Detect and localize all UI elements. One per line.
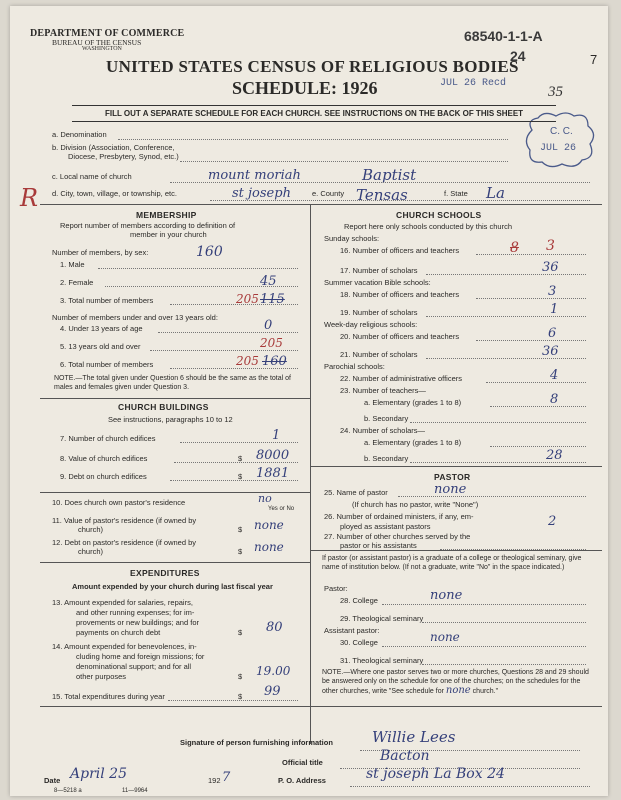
q4-label: 4. Under 13 years of age	[60, 324, 143, 333]
q12-label: 12. Debt on pastor's residence (if owned by	[52, 538, 197, 547]
q9-label: 9. Debt on church edifices	[60, 472, 147, 481]
q5-value: 205	[260, 336, 283, 350]
document-title: UNITED STATES CENSUS OF RELIGIOUS BODIES	[106, 57, 519, 76]
q14-label-2: cluding home and foreign missions; for	[76, 652, 205, 661]
handwritten-number: 35	[548, 84, 563, 100]
q14-label-4: other purposes	[76, 672, 127, 681]
pastor-note-fill: none	[445, 685, 471, 696]
q24-label: 24. Number of scholars—	[340, 426, 426, 435]
q30-label: 30. College	[340, 638, 378, 647]
year-suffix: 7	[222, 770, 231, 785]
q22-value: 4	[550, 368, 559, 383]
census-schedule-page	[10, 6, 608, 796]
q13-label: 13. Amount expended for salaries, repairs,	[52, 598, 193, 607]
q13-dollar: $	[238, 628, 243, 637]
q11-dollar: $	[238, 525, 243, 534]
q3-value: 205	[236, 292, 259, 306]
age-heading: Number of members under and over 13 years old:	[52, 313, 218, 322]
division-label-2: Diocese, Presbytery, Synod, etc.)	[68, 152, 179, 161]
q27-label: 27. Number of other churches served by the	[324, 532, 471, 541]
q28-value: none	[430, 588, 463, 603]
q14-label-3: denominational support; and for all	[76, 662, 192, 671]
q13-value: 80	[266, 620, 283, 635]
q25-label: 25. Name of pastor	[324, 488, 388, 497]
members-by-sex-value: 160	[196, 244, 223, 260]
graduate-note: If pastor (or assistant pastor) is a graduate of a college or theological seminary, give name of institution below. (If not a graduate, write "No" in the space indicated.)	[322, 555, 582, 571]
q2-label: 2. Female	[60, 278, 94, 287]
q26-label-2: ployed as assistant pastors	[340, 522, 431, 531]
q25-value: none	[434, 482, 467, 497]
serial-subnumber: 24	[510, 48, 526, 64]
expenditures-title: EXPENDITURES	[130, 568, 200, 578]
department-name: DEPARTMENT OF COMMERCE	[30, 28, 185, 39]
summer-schools-label: Summer vacation Bible schools:	[324, 278, 431, 287]
q12-dollar: $	[238, 547, 243, 556]
state-value: La	[486, 184, 505, 202]
q21-label: 21. Number of scholars	[340, 350, 418, 359]
q3-struck-value: 115	[260, 292, 285, 307]
weekday-schools-label: Week-day religious schools:	[324, 320, 418, 329]
po-address-value: st joseph La Box 24	[366, 766, 505, 782]
q18-value: 3	[548, 284, 557, 299]
q23b-label: b. Secondary	[364, 414, 409, 423]
q6-struck-value: 160	[262, 354, 287, 369]
expenditures-subtitle: Amount expended by your church during last fiscal year	[72, 582, 273, 591]
q10-hint: Yes or No	[268, 506, 295, 512]
q6-value: 205	[236, 354, 259, 368]
membership-note: NOTE.—The total given under Question 6 should be the same as the total of males and females given under Question 3.	[54, 375, 291, 391]
signature-value: Willie Lees	[372, 728, 456, 746]
q8-value: 8000	[256, 448, 290, 463]
q14-label: 14. Amount expended for benevolences, in-	[52, 642, 197, 651]
q15-dollar: $	[238, 692, 243, 701]
division-label: b. Division (Association, Conference,	[52, 143, 175, 152]
q17-label: 17. Number of scholars	[340, 266, 418, 275]
denomination-value: Baptist	[362, 166, 417, 184]
pastor-note-text: NOTE.—Where one pastor serves two or more churches, Questions 28 and 29 should be answered only on the schedule for one of the churches; on the schedules for the other churches, write "See schedule for	[322, 669, 589, 695]
schools-subtitle: Report here only schools conducted by this church	[344, 222, 513, 231]
stamp-line-2: JUL 26	[540, 143, 577, 154]
q23-label: 23. Number of teachers—	[340, 386, 426, 395]
q15-label: 15. Total expenditures during year	[52, 692, 165, 701]
q24a-label: a. Elementary (grades 1 to 8)	[364, 438, 462, 447]
signature-label: Signature of person furnishing information	[180, 738, 333, 747]
q8-dollar: $	[238, 454, 243, 463]
q3-label: 3. Total number of members	[60, 296, 154, 305]
pastor-label: Pastor:	[324, 584, 348, 593]
pastor-title: PASTOR	[434, 472, 471, 482]
county-value: Tensas	[356, 186, 408, 204]
q12-value: none	[254, 540, 284, 554]
serial-number: 68540-1-1-A	[464, 28, 543, 44]
q13-label-4: payments on church debt	[76, 628, 161, 637]
church-name-label: c. Local name of church	[52, 172, 132, 181]
q15-value: 99	[264, 684, 281, 699]
pastor-note-end: church."	[472, 688, 499, 695]
official-title-value: Bacton	[380, 748, 430, 764]
q24b-label: b. Secondary	[364, 454, 409, 463]
form-code-2: 11—9964	[122, 788, 148, 794]
assistant-pastor-label: Assistant pastor:	[324, 626, 380, 635]
q28-label: 28. College	[340, 596, 378, 605]
q1-label: 1. Male	[60, 260, 85, 269]
q18-label: 18. Number of officers and teachers	[340, 290, 460, 299]
county-label: e. County	[312, 189, 345, 198]
q22-label: 22. Number of administrative officers	[340, 374, 462, 383]
received-stamp: JUL 26 Recd	[440, 78, 507, 89]
state-label: f. State	[444, 189, 468, 198]
serial-subnumber-2: 7	[590, 52, 598, 67]
q16-value: 3	[546, 238, 555, 254]
q5-label: 5. 13 years old and over	[60, 342, 141, 351]
q20-value: 6	[548, 326, 557, 341]
city-name: WASHINGTON	[82, 46, 122, 52]
q20-label: 20. Number of officers and teachers	[340, 332, 460, 341]
bureau-name: BUREAU OF THE CENSUS	[52, 38, 142, 47]
q16-struck-value: 8	[510, 240, 519, 256]
q31-label: 31. Theological seminary	[340, 656, 424, 665]
q26-label: 26. Number of ordained ministers, if any, em-	[324, 512, 474, 521]
q13-label-3: provements or new buildings; and for	[76, 618, 199, 627]
stamp-line-1: C. C.	[550, 126, 573, 137]
membership-subtitle-2: member in your church	[130, 230, 207, 239]
q4-value: 0	[264, 318, 273, 333]
q23a-value: 8	[550, 392, 559, 407]
q26-value: 2	[548, 514, 557, 529]
q27-label-2: pastor or his assistants	[340, 541, 417, 550]
pastor-note	[322, 668, 594, 696]
q7-value: 1	[272, 428, 281, 443]
q23a-label: a. Elementary (grades 1 to 8)	[364, 398, 462, 407]
sunday-schools-label: Sunday schools:	[324, 234, 380, 243]
po-address-label: P. O. Address	[278, 776, 326, 785]
q8-label: 8. Value of church edifices	[60, 454, 148, 463]
q9-value: 1881	[256, 466, 290, 481]
q14-dollar: $	[238, 672, 243, 681]
schedule-title: SCHEDULE: 1926	[232, 78, 378, 98]
q19-value: 1	[550, 302, 559, 317]
q11-value: none	[254, 518, 284, 532]
q10-value: no	[258, 492, 272, 505]
church-name-value: mount moriah	[208, 168, 301, 183]
q7-label: 7. Number of church edifices	[60, 434, 156, 443]
q11-label-2: church)	[78, 525, 104, 534]
members-by-sex-label: Number of members, by sex:	[52, 248, 149, 257]
margin-mark: R	[20, 184, 39, 212]
q6-label: 6. Total number of members	[60, 360, 154, 369]
q21-value: 36	[542, 344, 559, 359]
membership-title: MEMBERSHIP	[136, 210, 197, 220]
parochial-schools-label: Parochial schools:	[324, 362, 385, 371]
q16-label: 16. Number of officers and teachers	[340, 246, 460, 255]
q9-dollar: $	[238, 472, 243, 481]
city-label: d. City, town, village, or township, etc.	[52, 189, 177, 198]
q12-label-2: church)	[78, 547, 104, 556]
q11-label: 11. Value of pastor's residence (if owned by	[52, 516, 197, 525]
denomination-label: a. Denomination	[52, 130, 107, 139]
date-value: April 25	[70, 766, 127, 782]
q30-value: none	[430, 630, 460, 644]
q29-label: 29. Theological seminary	[340, 614, 424, 623]
q10-label: 10. Does church own pastor's residence	[52, 498, 186, 507]
year-prefix: 192	[208, 776, 221, 785]
buildings-subtitle: See instructions, paragraphs 10 to 12	[108, 415, 233, 424]
q19-label: 19. Number of scholars	[340, 308, 418, 317]
form-code: 8—5218 a	[54, 788, 82, 794]
q25-hint: (If church has no pastor, write "None")	[352, 500, 479, 509]
q2-value: 45	[260, 274, 277, 289]
schools-title: CHURCH SCHOOLS	[396, 210, 482, 220]
date-label: Date	[44, 776, 61, 785]
official-title-label: Official title	[282, 758, 323, 767]
membership-subtitle: Report number of members according to definition of	[60, 221, 236, 230]
instruction-bar: FILL OUT A SEPARATE SCHEDULE FOR EACH CHURCH. SEE INSTRUCTIONS ON THE BACK OF THIS SHEET	[72, 105, 556, 122]
buildings-title: CHURCH BUILDINGS	[118, 402, 209, 412]
q14-value: 19.00	[256, 664, 291, 678]
q13-label-2: and other running expenses; for im-	[76, 608, 195, 617]
city-value: st joseph	[232, 186, 291, 201]
q24b-value: 28	[546, 448, 563, 463]
q17-value: 36	[542, 260, 559, 275]
